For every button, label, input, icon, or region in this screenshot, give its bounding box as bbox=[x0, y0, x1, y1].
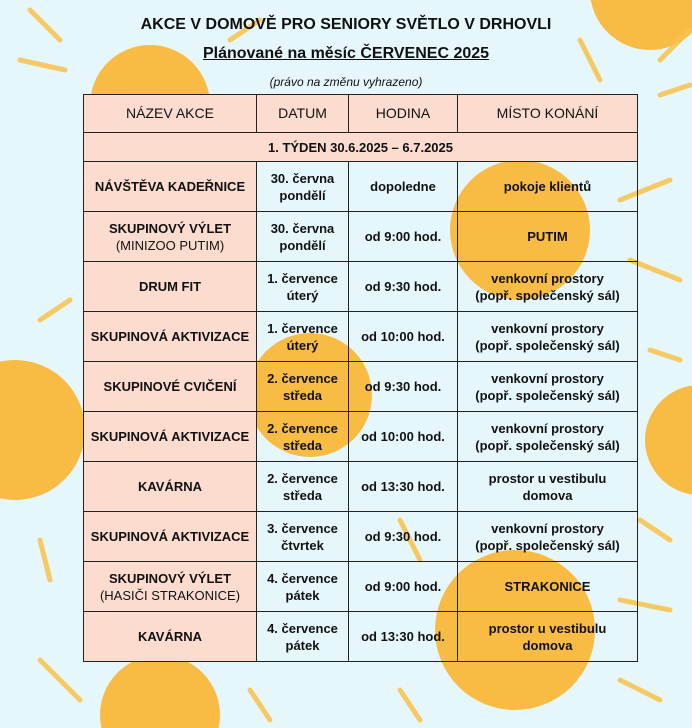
column-header: DATUM bbox=[257, 95, 349, 133]
event-name-cell bbox=[84, 412, 257, 462]
event-name: SKUPINOVÁ AKTIVIZACE bbox=[90, 329, 250, 344]
table-row bbox=[84, 412, 638, 462]
table-row bbox=[84, 262, 638, 312]
event-name-cell bbox=[84, 262, 257, 312]
event-place: venkovní prostory bbox=[491, 320, 604, 336]
event-date-cell bbox=[257, 312, 349, 362]
event-date: 1. července bbox=[267, 320, 338, 336]
event-place: venkovní prostory bbox=[491, 270, 604, 286]
event-place: STRAKONICE bbox=[504, 579, 591, 594]
event-date-cell bbox=[257, 262, 349, 312]
event-name: SKUPINOVÝ VÝLET bbox=[108, 220, 232, 236]
event-date: 30. června bbox=[270, 220, 335, 236]
event-time-cell bbox=[349, 412, 458, 462]
event-name: SKUPINOVÝ VÝLET bbox=[108, 570, 232, 586]
event-place-alt: (popř. společenský sál) bbox=[475, 287, 620, 303]
event-name-cell bbox=[84, 512, 257, 562]
event-weekday: středa bbox=[282, 387, 323, 403]
column-header: MÍSTO KONÁNÍ bbox=[458, 95, 638, 133]
event-date: 1. července bbox=[267, 270, 338, 286]
event-place-cell bbox=[458, 212, 638, 262]
event-name-cell bbox=[84, 462, 257, 512]
event-place-alt: (popř. společenský sál) bbox=[475, 437, 620, 453]
event-date-cell bbox=[257, 212, 349, 262]
event-weekday: pondělí bbox=[279, 187, 326, 203]
event-name-cell bbox=[84, 362, 257, 412]
event-place: venkovní prostory bbox=[491, 520, 604, 536]
event-date-cell bbox=[257, 612, 349, 662]
event-name: NÁVŠTĚVA KADEŘNICE bbox=[94, 179, 246, 194]
event-date-cell bbox=[257, 512, 349, 562]
event-name: SKUPINOVÁ AKTIVIZACE bbox=[90, 529, 250, 544]
event-place-cell bbox=[458, 412, 638, 462]
event-name: SKUPINOVÉ CVIČENÍ bbox=[103, 379, 237, 394]
event-weekday: pondělí bbox=[279, 237, 326, 253]
event-time-cell bbox=[349, 462, 458, 512]
event-place: venkovní prostory bbox=[491, 420, 604, 436]
event-place-cell bbox=[458, 462, 638, 512]
event-date-cell bbox=[257, 162, 349, 212]
table-row bbox=[84, 362, 638, 412]
event-place: pokoje klientů bbox=[503, 179, 592, 194]
event-date-cell bbox=[257, 462, 349, 512]
event-date: 2. července bbox=[267, 420, 338, 436]
event-name: DRUM FIT bbox=[138, 279, 202, 294]
event-place-cell bbox=[458, 262, 638, 312]
event-place-cell bbox=[458, 362, 638, 412]
event-time-cell bbox=[349, 262, 458, 312]
event-name-detail: (HASIČI STRAKONICE) bbox=[99, 587, 241, 603]
event-place-alt: domova bbox=[522, 487, 573, 503]
page-subtitle: Plánované na měsíc ČERVENEC 2025 bbox=[202, 45, 490, 62]
event-place: prostor u vestibulu bbox=[488, 470, 607, 486]
event-time-cell bbox=[349, 362, 458, 412]
event-time-cell bbox=[349, 612, 458, 662]
table-row bbox=[84, 562, 638, 612]
event-place-alt: (popř. společenský sál) bbox=[475, 337, 620, 353]
event-time-cell bbox=[349, 212, 458, 262]
event-time-cell bbox=[349, 312, 458, 362]
event-date-cell bbox=[257, 412, 349, 462]
table-row bbox=[84, 612, 638, 662]
table-row bbox=[84, 512, 638, 562]
schedule-table bbox=[83, 94, 638, 662]
event-place-cell bbox=[458, 612, 638, 662]
event-weekday: středa bbox=[282, 437, 323, 453]
event-date: 3. července bbox=[267, 520, 338, 536]
event-date: 2. července bbox=[267, 470, 338, 486]
week-label: 1. TÝDEN 30.6.2025 – 6.7.2025 bbox=[84, 133, 638, 162]
event-place-alt: (popř. společenský sál) bbox=[475, 387, 620, 403]
event-date: 2. července bbox=[267, 370, 338, 386]
event-time: od 10:00 hod. bbox=[361, 329, 445, 344]
event-name-cell bbox=[84, 612, 257, 662]
event-name: SKUPINOVÁ AKTIVIZACE bbox=[90, 429, 250, 444]
table-row bbox=[84, 462, 638, 512]
event-date-cell bbox=[257, 562, 349, 612]
event-time: od 9:30 hod. bbox=[364, 279, 442, 294]
event-date: 30. června bbox=[270, 170, 335, 186]
event-name-detail: (MINIZOO PUTIM) bbox=[115, 237, 225, 253]
event-name: KAVÁRNA bbox=[137, 629, 203, 644]
event-place: PUTIM bbox=[527, 229, 568, 244]
sun-icon bbox=[100, 655, 220, 728]
table-row bbox=[84, 212, 638, 262]
event-name-cell bbox=[84, 162, 257, 212]
disclaimer-note: (právo na změnu vyhrazeno) bbox=[269, 75, 423, 89]
event-name-cell bbox=[84, 562, 257, 612]
event-name-cell bbox=[84, 312, 257, 362]
event-time: od 9:30 hod. bbox=[364, 379, 442, 394]
column-header: HODINA bbox=[349, 95, 458, 133]
event-time-cell bbox=[349, 562, 458, 612]
event-weekday: pátek bbox=[285, 587, 320, 603]
event-date-cell bbox=[257, 362, 349, 412]
event-time: od 9:00 hod. bbox=[364, 579, 442, 594]
event-time: od 10:00 hod. bbox=[361, 429, 445, 444]
event-place: prostor u vestibulu bbox=[488, 620, 607, 636]
event-name-cell bbox=[84, 212, 257, 262]
page-title: AKCE V DOMOVĚ PRO SENIORY SVĚTLO V DRHOVLI bbox=[140, 16, 552, 33]
event-place-alt: domova bbox=[522, 637, 573, 653]
event-time: od 13:30 hod. bbox=[361, 629, 445, 644]
table-header-row bbox=[84, 95, 638, 133]
event-weekday: úterý bbox=[286, 287, 319, 303]
event-place-cell bbox=[458, 562, 638, 612]
event-time: od 13:30 hod. bbox=[361, 479, 445, 494]
sun-icon bbox=[0, 360, 85, 500]
event-time-cell bbox=[349, 512, 458, 562]
event-date: 4. července bbox=[267, 620, 338, 636]
event-time: dopoledne bbox=[370, 179, 436, 194]
event-place-alt: (popř. společenský sál) bbox=[475, 537, 620, 553]
sun-icon bbox=[645, 385, 692, 495]
table-row bbox=[84, 162, 638, 212]
week-row bbox=[84, 133, 638, 162]
event-place-cell bbox=[458, 312, 638, 362]
event-time-cell bbox=[349, 162, 458, 212]
event-date: 4. července bbox=[267, 570, 338, 586]
event-time: od 9:30 hod. bbox=[364, 529, 442, 544]
event-time: od 9:00 hod. bbox=[364, 229, 442, 244]
table-row bbox=[84, 312, 638, 362]
event-weekday: středa bbox=[282, 487, 323, 503]
event-weekday: čtvrtek bbox=[281, 537, 324, 553]
event-place: venkovní prostory bbox=[491, 370, 604, 386]
event-place-cell bbox=[458, 162, 638, 212]
column-header: NÁZEV AKCE bbox=[84, 95, 257, 133]
event-name: KAVÁRNA bbox=[137, 479, 203, 494]
event-weekday: pátek bbox=[285, 637, 320, 653]
event-place-cell bbox=[458, 512, 638, 562]
event-weekday: úterý bbox=[286, 337, 319, 353]
